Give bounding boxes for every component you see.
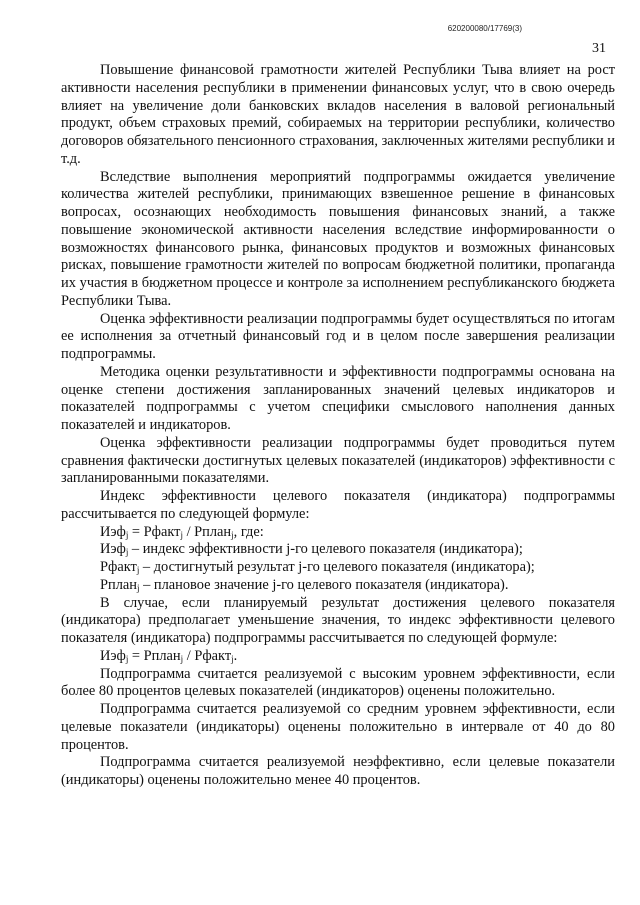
paragraph: Подпрограмма считается реализуемой неэффективно, если целевые показатели (индикаторы) оценены положительно менее 40 процентов. bbox=[61, 754, 615, 788]
definition-symbol: Рфакт bbox=[100, 559, 137, 575]
paragraph: Методика оценки результативности и эффективности подпрограммы основана на оценке степени достижения запланированных значений целевых индикаторов и показателей подпрограммы с учетом специфики смыслового наполнения данных показателей и индикаторов. bbox=[61, 363, 615, 433]
definition-line bbox=[61, 577, 615, 595]
paragraph: Подпрограмма считается реализуемой с высоким уровнем эффективности, если более 80 процентов целевых показателей (индикаторов) оценены положительно. bbox=[61, 665, 615, 700]
formula-subscript: j bbox=[125, 653, 129, 664]
paragraph: Оценка эффективности реализации подпрограммы будет осуществляться по итогам ее исполнения за отчетный финансовый год и в целом после завершения реализации подпрограммы. bbox=[61, 310, 615, 362]
definition-symbol: Иэф bbox=[100, 541, 126, 558]
paragraph: Вследствие выполнения мероприятий подпрограммы ожидается увеличение количества жителей республики, принимающих взвешенное решение в финансовых вопросах, осознающих необходимость повышения финансовых знаний, а также повышение экономической активности населения вследствие информированности о возможностях финансового рынка, финансовых продуктов и возможных финансовых рисках, повышение грамотности жителей по вопросам бюджетной политики, пропаганда их участия в бюджетном процессе и контроле за исполнением республиканского бюджета Республики Тыва. bbox=[61, 168, 615, 309]
formula-term: Иэф bbox=[100, 523, 126, 540]
definition-subscript: j bbox=[136, 565, 140, 575]
formula-subscript: j bbox=[180, 653, 184, 664]
page-number: 31 bbox=[592, 41, 606, 56]
definition-text: – достигнутый результат j-го целевого показателя (индикатора); bbox=[139, 559, 535, 575]
formula-subscript: j bbox=[231, 653, 234, 664]
definition-subscript: j bbox=[136, 582, 140, 593]
definition-subscript: j bbox=[125, 547, 129, 558]
formula-subscript: j bbox=[231, 529, 234, 540]
formula-subscript: j bbox=[180, 529, 183, 540]
paragraph: В случае, если планируемый результат достижения целевого показателя (индикатора) предполагает уменьшение значения, то индекс эффективности целевого показателя (индикатора) подпрограммы рассчитывается по следующей формуле: bbox=[61, 594, 615, 646]
definition-text: – плановое значение j-го целевого показателя (индикатора). bbox=[139, 576, 509, 593]
definition-line bbox=[61, 559, 615, 577]
paragraph: Индекс эффективности целевого показателя (индикатора) подпрограммы рассчитывается по следующей формуле: bbox=[61, 488, 615, 522]
paragraph: Оценка эффективности реализации подпрограммы будет проводиться путем сравнения фактически достигнутых целевых показателей (индикаторов) эффективности с запланированными показателями. bbox=[61, 434, 615, 487]
body-text bbox=[61, 62, 615, 790]
formula-inverse bbox=[61, 648, 615, 666]
formula-term: , где: bbox=[233, 523, 264, 540]
formula-term: Иэф bbox=[100, 647, 126, 664]
formula-term: . bbox=[233, 647, 238, 664]
paragraph: Подпрограмма считается реализуемой со средним уровнем эффективности, если целевые показатели (индикаторы) оценены положительно в интервале от 40 до 80 процентов. bbox=[61, 701, 615, 753]
definition-line bbox=[61, 541, 615, 559]
document-code: 620200080/17769(3) bbox=[447, 24, 522, 33]
formula-term: = Рплан bbox=[128, 647, 181, 664]
formula-term: = Рфакт bbox=[128, 523, 181, 540]
paragraph: Повышение финансовой грамотности жителей Республики Тыва влияет на рост активности населения республики в применении финансовых услуг, что в свою очередь влияет на увеличение доли банковских вкладов населения в валовой региональный продукт, объем страховых премий, собираемых на территории республики, количество договоров обязательного пенсионного страхования, заключенных жителями республики и т.д. bbox=[61, 62, 615, 167]
formula-subscript: j bbox=[125, 529, 129, 540]
formula-term: / Рплан bbox=[182, 523, 232, 540]
definition-symbol: Рплан bbox=[100, 576, 137, 593]
formula-direct bbox=[61, 524, 615, 542]
definition-text: – индекс эффективности j-го целевого показателя (индикатора); bbox=[128, 541, 523, 558]
formula-term: / Рфакт bbox=[183, 647, 232, 664]
